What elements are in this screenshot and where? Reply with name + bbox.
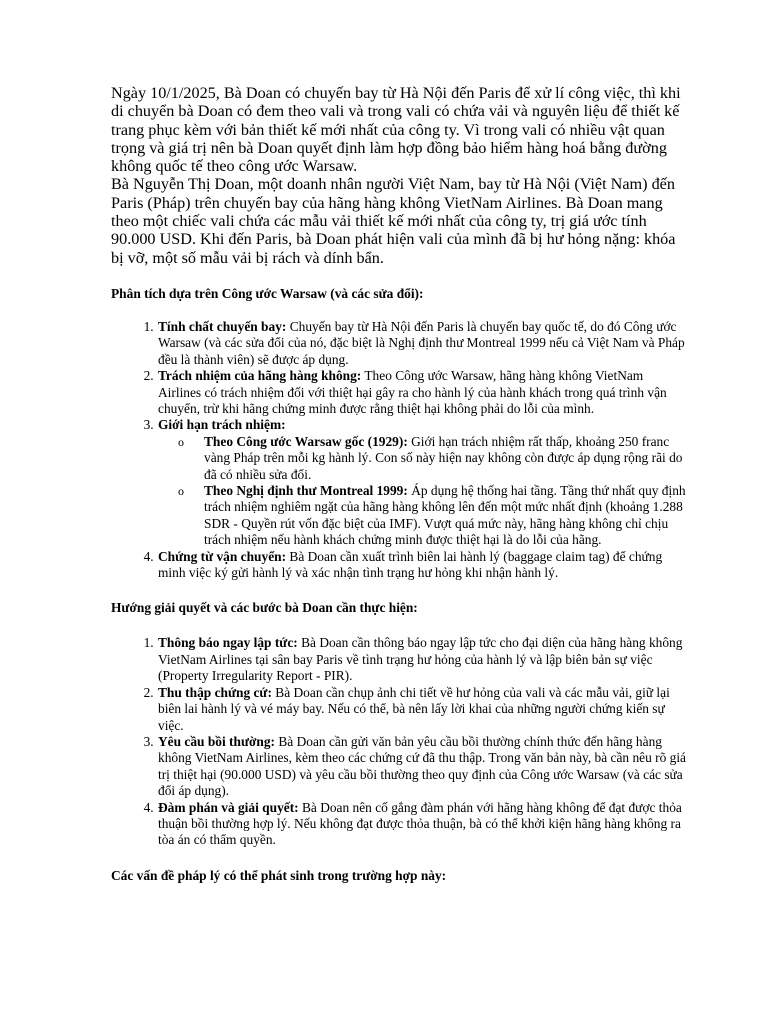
intro-paragraph: Ngày 10/1/2025, Bà Doan có chuyến bay từ Hà Nội đến Paris để xử lí công việc, thì khi di chuyển bà Doan có đem theo vali và trong vali có chứa vải và nguyên liệu để thiết kế trang phục kèm với bản thiết kế mới nhất của công ty. Vì trong vali có nhiều vật quan trọng và giá trị nên bà Doan quyết định làm hợp đồng bảo hiểm hàng hoá bằng đường không quốc tế theo công ước Warsaw.: [111, 84, 681, 176]
item-text: Theo Công ước Warsaw, hãng hàng không VietNam Airlines có trách nhiệm đối với thiệt hại gây ra cho hành lý của hành khách trong quá trình vận chuyển, trừ khi hãng chứng minh được rằng thiệt hại không phải do lỗi của mình.: [158, 368, 667, 416]
list-item: [157, 685, 686, 734]
resolution-heading: Hướng giải quyết và các bước bà Doan cần thực hiện:: [111, 600, 418, 616]
circle-bullet-icon: o: [178, 434, 184, 449]
intro-section: [111, 84, 686, 267]
list-item: [157, 319, 686, 368]
resolution-list: [111, 635, 686, 848]
subitem-text: Áp dụng hệ thống hai tầng. Tầng thứ nhất quy định trách nhiệm nghiêm ngặt của hãng hàng không lên đến một mức nhất định (khoảng 1.288 SDR - Quyền rút vốn đặc biệt của IMF). Vượt quá mức này, hãng hàng không chỉ chịu trách nhiệm nếu hành khách chứng minh được thiệt hại là do lỗi của hãng.: [204, 483, 686, 548]
item-text: Bà Doan nên cố gắng đàm phán với hãng hàng không để đạt được thỏa thuận bồi thường hợp lý. Nếu không đạt được thỏa thuận, bà có thể khởi kiện hãng hàng không ra tòa án có thẩm quyền.: [158, 799, 682, 848]
list-item: [157, 635, 686, 684]
list-item: [157, 368, 686, 417]
item-title: Thông báo ngay lập tức:: [158, 635, 298, 651]
sub-list-item: [178, 483, 686, 549]
item-text: Bà Doan cần thông báo ngay lập tức cho đại diện của hãng hàng không VietNam Airlines tại sân bay Paris về tình trạng hư hỏng của hành lý và lập biên bản sự việc (Property Irregularity Report - PIR).: [158, 635, 683, 684]
subitem-text: Giới hạn trách nhiệm rất thấp, khoảng 250 franc vàng Pháp trên mỗi kg hành lý. Con số này hiện nay không còn được áp dụng rộng rãi do đã có nhiều sửa đổi.: [204, 433, 683, 482]
circle-bullet-icon: o: [178, 484, 184, 499]
analysis-list: [111, 319, 686, 582]
item-title: Trách nhiệm của hãng hàng không:: [158, 368, 362, 384]
item-title: Giới hạn trách nhiệm:: [158, 417, 286, 433]
subitem-title: Theo Nghị định thư Montreal 1999:: [204, 483, 408, 499]
item-text: Bà Doan cần chụp ảnh chi tiết về hư hỏng của vali và các mẫu vải, giữ lại biên lai hành lý và vé máy bay. Nếu có thể, bà nên lấy lời khai của những người chứng kiến sự việc.: [158, 684, 670, 733]
item-text: Bà Doan cần xuất trình biên lai hành lý (baggage claim tag) để chứng minh việc ký gửi hành lý và xác nhận tình trạng hư hỏng khi nhận hành lý.: [158, 548, 663, 581]
item-title: Yêu cầu bồi thường:: [158, 733, 276, 749]
list-item: [157, 417, 686, 548]
item-title: Đàm phán và giải quyết:: [158, 799, 299, 815]
item-title: Thu thập chứng cứ:: [158, 684, 272, 700]
list-item: [157, 800, 686, 849]
list-item: [157, 549, 686, 582]
item-title: Tính chất chuyến bay:: [158, 318, 287, 334]
subitem-title: Theo Công ước Warsaw gốc (1929):: [204, 433, 408, 449]
sub-list-item: [178, 433, 686, 483]
legal-issues-heading: Các vấn đề pháp lý có thể phát sinh trong trường hợp này:: [111, 867, 447, 883]
analysis-heading: Phân tích dựa trên Công ước Warsaw (và các sửa đổi):: [111, 285, 424, 301]
item-title: Chứng từ vận chuyển:: [158, 548, 287, 564]
item-text: Bà Doan cần gửi văn bản yêu cầu bồi thường chính thức đến hãng hàng không VietNam Airlines, kèm theo các chứng cứ đã thu thập. Trong văn bản này, bà cần nêu rõ giá trị thiệt hại (90.000 USD) và yêu cầu bồi thường theo quy định của Công ước Warsaw (và các sửa đổi áp dụng).: [158, 733, 687, 799]
sub-list: [158, 434, 686, 549]
intro-paragraph: Bà Nguyễn Thị Doan, một doanh nhân người Việt Nam, bay từ Hà Nội (Việt Nam) đến Paris (Pháp) trên chuyến bay của hãng hàng không VietNam Airlines. Bà Doan mang theo một chiếc vali chứa các mẫu vải thiết kế mới nhất của công ty, trị giá ước tính 90.000 USD. Khi đến Paris, bà Doan phát hiện vali của mình đã bị hư hỏng nặng: khóa bị vỡ, một số mẫu vải bị rách và dính bẩn.: [111, 175, 676, 267]
item-text: Chuyến bay từ Hà Nội đến Paris là chuyến bay quốc tế, do đó Công ước Warsaw (và các sửa đổi của nó, đặc biệt là Nghị định thư Montreal 1999 nếu cả Việt Nam và Pháp đều là thành viên) sẽ được áp dụng.: [158, 318, 685, 367]
list-item: [157, 734, 686, 800]
